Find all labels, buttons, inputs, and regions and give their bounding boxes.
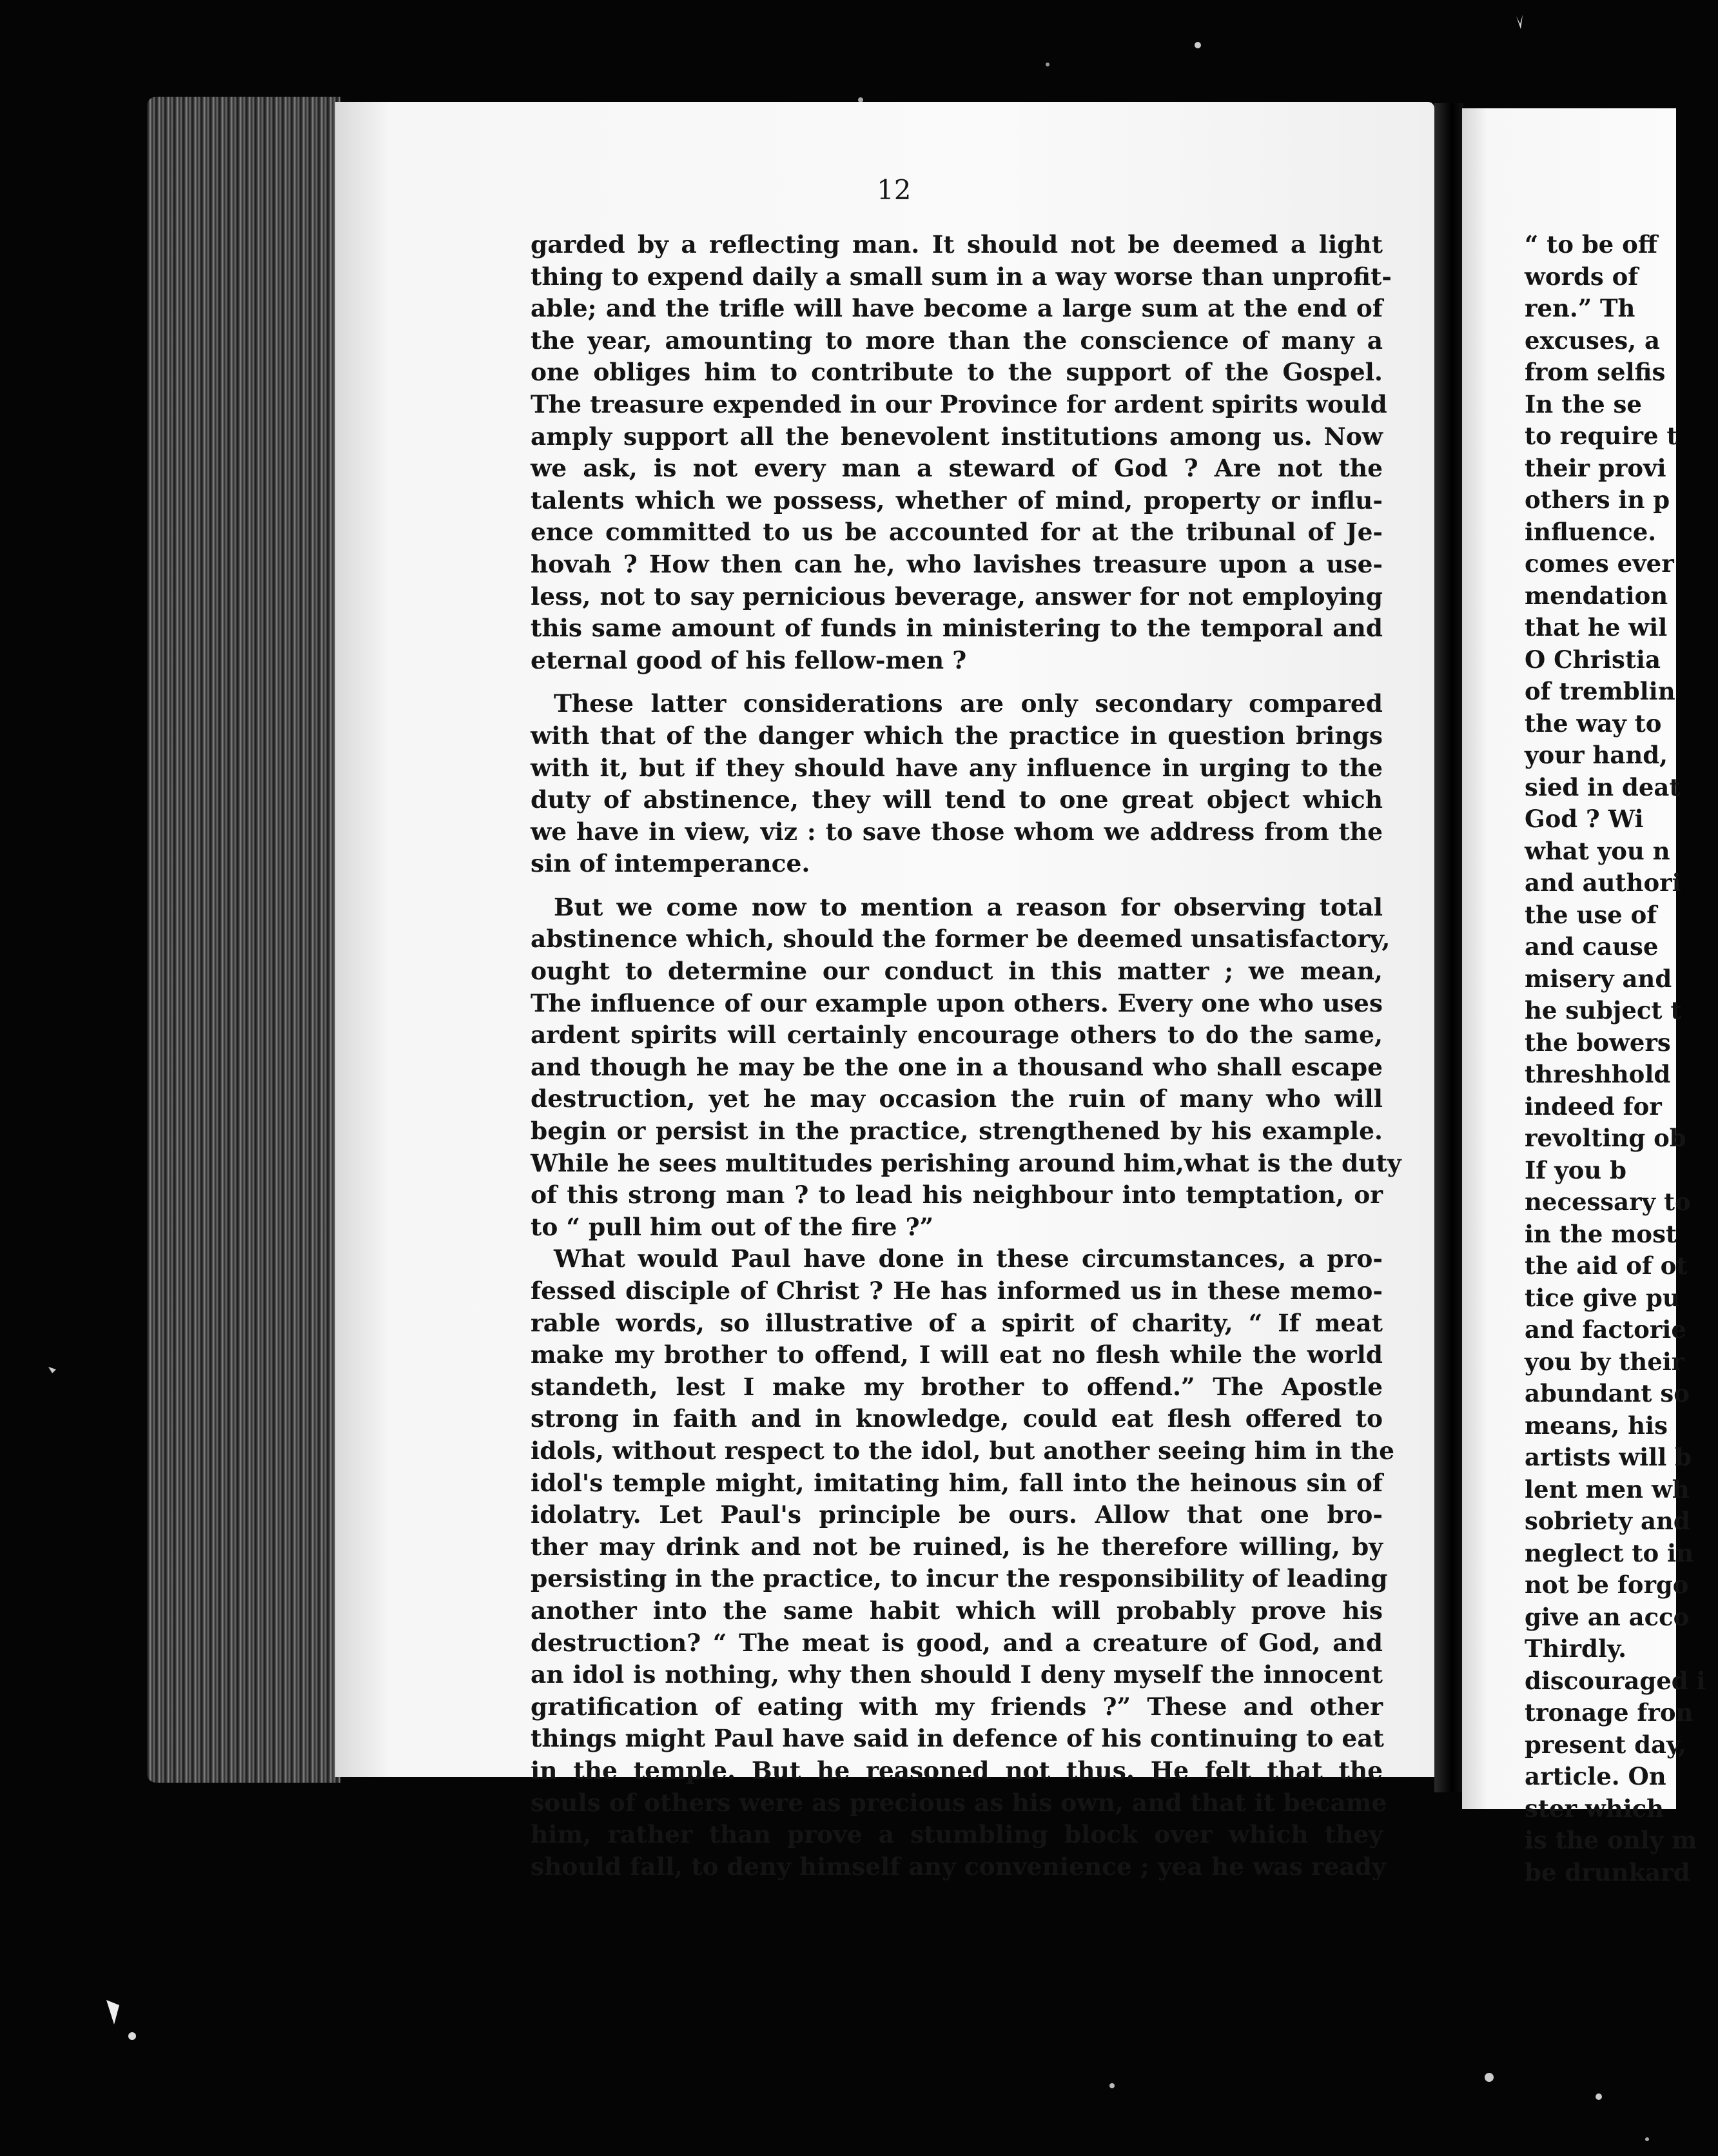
text-line: things might Paul have said in defence of his continuing to eat [531,1724,1384,1753]
paragraph [531,892,1401,1244]
text-line: threshhold [1525,1060,1671,1088]
text-line: God ? Wi [1525,805,1644,833]
text-line: in the most [1525,1219,1677,1248]
text-line: indeed for [1525,1092,1662,1121]
text-line: abundant so [1525,1379,1690,1407]
text-line: your hand, [1525,741,1668,769]
text-line: another into the same habit which will probably prove his [531,1596,1383,1625]
text-line: to require t [1525,422,1678,450]
text-line: the aid of ot [1525,1251,1688,1280]
text-line: ence committed to us be accounted for at the tribunal of Je- [531,518,1383,547]
text-line: begin or persist in the practice, strengthened by his example. [531,1117,1383,1146]
text-line: excuses, a [1525,326,1660,355]
text-line: ster which [1525,1794,1664,1823]
text-line: tice give pu [1525,1283,1680,1312]
text-line: revolting ob [1525,1124,1686,1152]
text-line: he subject t [1525,996,1682,1024]
left-page-body [531,229,1401,1883]
text-line: is the only m [1525,1826,1697,1854]
text-line: and authori [1525,868,1681,897]
text-line: from selfis [1525,358,1666,386]
text-line: the year, amounting to more than the conscience of many a [531,326,1383,355]
text-line: What would Paul have done in these circumstances, a pro- [554,1244,1383,1273]
text-line: But we come now to mention a reason for observing total [554,892,1383,921]
text-line: In the se [1525,389,1642,418]
text-line: sin of intemperance. [531,849,810,878]
text-line: souls of others were as precious as his own, and that it became [531,1788,1387,1817]
text-line: neglect to in [1525,1538,1694,1567]
page-edges [147,97,340,1783]
text-line: Thirdly. [1525,1634,1627,1663]
text-line: should fall, to deny himself any convenience ; yea he was ready [531,1852,1386,1881]
text-line: present day, [1525,1730,1686,1759]
text-line: mendation [1525,581,1668,610]
text-line: their provi [1525,453,1666,482]
text-line: article. On [1525,1762,1666,1790]
text-line: give an acco [1525,1602,1690,1631]
text-line: standeth, lest I make my brother to offend.” The Apostle [531,1372,1383,1401]
text-line: The influence of our example upon others. Every one who uses [531,988,1383,1017]
text-line: be drunkard [1525,1857,1690,1886]
text-line: you by their [1525,1347,1684,1376]
text-line: the bowers [1525,1028,1671,1057]
text-line: tronage fron [1525,1698,1694,1727]
text-line: idol's temple might, imitating him, fall into the heinous sin of [531,1468,1383,1497]
paragraph [531,1243,1395,1883]
text-line: words of [1525,262,1639,291]
text-line: less, not to say pernicious beverage, answer for not employing [531,582,1383,611]
text-line: hovah ? How then can he, who lavishes treasure upon a use- [531,549,1383,578]
text-line: the use of [1525,900,1657,929]
text-line: strong in faith and in knowledge, could eat flesh offered to [531,1404,1383,1433]
text-line: that he wil [1525,613,1668,642]
text-line: means, his [1525,1411,1668,1440]
page-number: 12 [877,174,912,206]
text-line: ought to determine our conduct in this matter ; we mean, [531,957,1383,986]
text-line: not be forgo [1525,1571,1689,1599]
text-line: others in p [1525,485,1670,514]
text-line: O Christia [1525,645,1661,674]
text-line: with that of the danger which the practice in question brings [531,721,1383,750]
text-line: fessed disciple of Christ ? He has informed us in these memo- [531,1277,1383,1305]
text-line: able; and the trifle will have become a large sum at the end of [531,294,1383,323]
text-line: artists will b [1525,1443,1692,1471]
text-line: and factorie [1525,1315,1686,1344]
text-line: The treasure expended in our Province for ardent spirits would [531,389,1387,418]
text-line: lent men wh [1525,1475,1690,1504]
text-line: If you b [1525,1155,1626,1184]
text-line: destruction, yet he may occasion the ruin of many who will [531,1084,1383,1113]
text-line: thing to expend daily a small sum in a way worse than unprofit- [531,262,1392,291]
text-line: duty of abstinence, they will tend to one great object which [531,785,1383,814]
paragraph [531,229,1392,676]
text-line: the way to [1525,709,1662,738]
text-line: sobriety and [1525,1507,1690,1535]
text-line: While he sees multitudes perishing around him,what is the duty [531,1148,1401,1177]
text-line: persisting in the practice, to incur the responsibility of leading [531,1564,1388,1593]
text-line: abstinence which, should the former be deemed unsatisfactory, [531,925,1391,954]
text-line: garded by a reflecting man. It should not be deemed a light [531,230,1383,259]
text-line: ren.” Th [1525,294,1635,322]
text-line: discouraged i [1525,1666,1706,1695]
text-line: make my brother to offend, I will eat no flesh while the world [531,1340,1383,1369]
text-line: destruction? “ The meat is good, and a creature of God, and [531,1628,1383,1657]
text-line: one obliges him to contribute to the support of the Gospel. [531,358,1383,387]
text-line: of tremblin [1525,677,1675,705]
text-line: gratification of eating with my friends ?” These and other [531,1692,1383,1721]
text-line: what you n [1525,836,1670,865]
book-gutter [1434,103,1463,1792]
text-line: and cause [1525,932,1659,961]
text-line: ther may drink and not be ruined, is he therefore willing, by [531,1532,1383,1561]
text-line: These latter considerations are only secondary compared [554,689,1383,718]
right-page-fragment [1525,229,1718,1888]
text-line: comes ever [1525,549,1674,578]
text-line: and though he may be the one in a thousand who shall escape [531,1052,1383,1081]
text-line: we have in view, viz : to save those whom we address from the [531,817,1383,846]
text-line: amply support all the benevolent institutions among us. Now [531,422,1383,451]
text-line: sied in deat [1525,772,1681,801]
text-line: this same amount of funds in ministering to the temporal and [531,614,1383,643]
text-line: to “ pull him out of the fire ?” [531,1212,934,1241]
text-line: idolatry. Let Paul's principle be ours. Allow that one bro- [531,1500,1383,1529]
text-line: necessary to [1525,1188,1691,1216]
text-line: an idol is nothing, why then should I deny myself the innocent [531,1660,1383,1689]
text-line: we ask, is not every man a steward of God ? Are not the [531,454,1383,483]
text-line: with it, but if they should have any influence in urging to the [531,753,1383,782]
text-line: “ to be off [1525,230,1658,259]
text-line: rable words, so illustrative of a spirit of charity, “ If meat [531,1308,1383,1337]
text-line: eternal good of his fellow-men ? [531,645,967,674]
text-line: in the temple. But he reasoned not thus. He felt that the [531,1756,1383,1785]
text-line: influence. [1525,517,1657,546]
text-line: him, rather than prove a stumbling block over which they [531,1820,1383,1849]
text-line: misery and [1525,964,1672,993]
text-line: of this strong man ? to lead his neighbour into temptation, or [531,1181,1383,1210]
text-line: talents which we possess, whether of mind, property or influ- [531,485,1383,514]
text-line: idols, without respect to the idol, but another seeing him in the [531,1436,1395,1465]
paragraph [531,688,1383,880]
text-line: ardent spirits will certainly encourage others to do the same, [531,1021,1383,1050]
